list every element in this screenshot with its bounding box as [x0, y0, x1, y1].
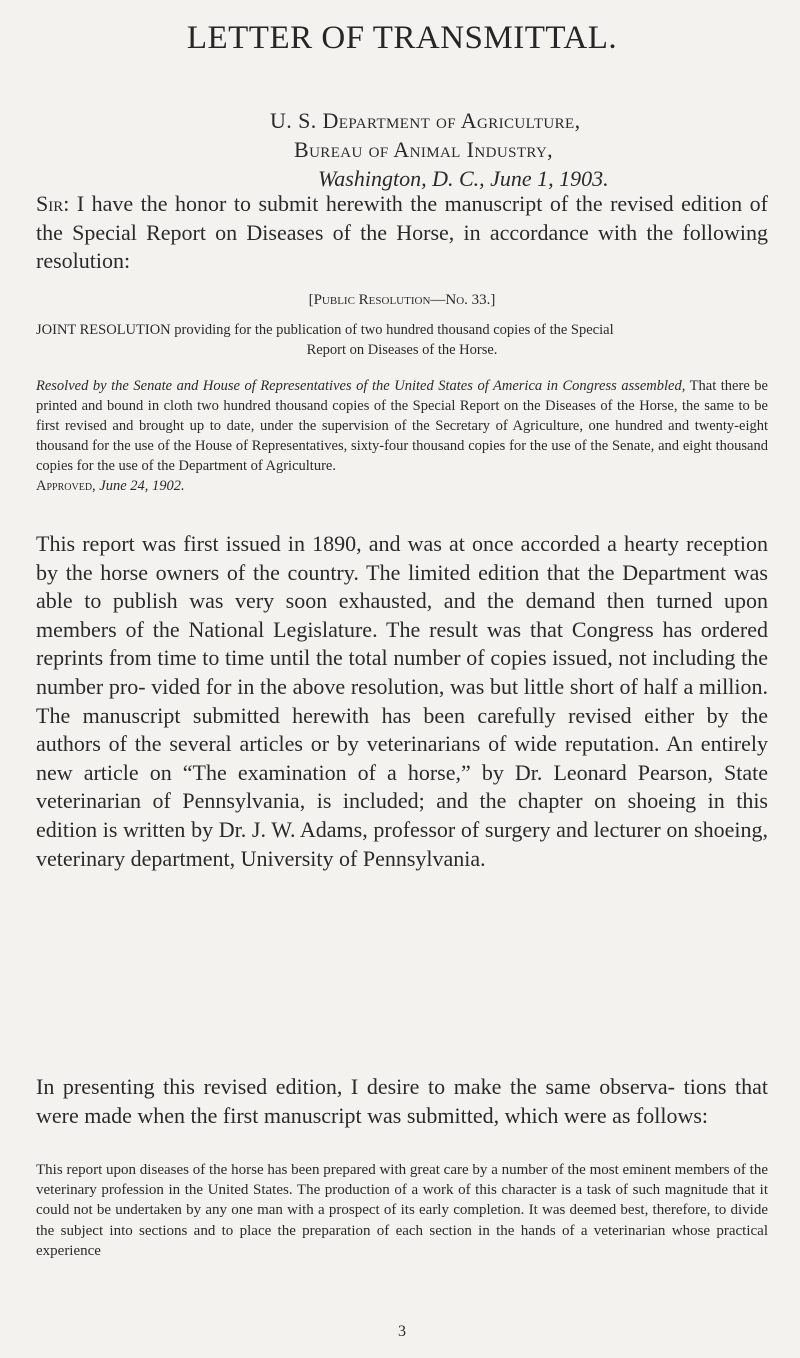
resolved-lead: Resolved by the Senate and House of Representatives of the United States of America in Congress assembled, [36, 378, 686, 394]
page-number: 3 [398, 1323, 406, 1340]
document-page [36, 0, 768, 1358]
public-resolution-heading: [Public Resolution—No. 33.] [308, 292, 496, 308]
dateline-bureau: Bureau of Animal Industry, [294, 137, 554, 162]
dateline-place-date: Washington, D. C., June 1, 1903. [318, 166, 609, 191]
salutation-lead: Sir: [36, 191, 70, 216]
report-history-paragraph: This report was first issued in 1890, and was at once accorded a hearty reception by the horse owners of the country. The limited edition that the Department was able to publish was very soon exhausted, and the demand then turned upon members of the National Legislature. The result was that Congress has ordered reprints from time to time until the total number of copies issued, not including the number pro- vided for in the above resolution, was but little short of half a million. The manuscript submitted herewith has been carefully revised either by the authors of the several articles or by veterinarians of wide reputation. An entirely new article on “The examination of a horse,” by Dr. Leonard Pearson, State veterinarian of Pennsylvania, is included; and the chapter on shoeing in this edition is written by Dr. J. W. Adams, professor of surgery and lecturer on shoeing, veterinary department, University of Pennsylvania. [36, 531, 768, 871]
dateline-department: U. S. Department of Agriculture, [270, 108, 581, 133]
approved-date: June 24, 1902. [99, 478, 185, 494]
resolved-text: That there be printed and bound in cloth two hundred thousand copies of the Special Report on the Diseases of the Horse, the same to be first revised and brought up to date, under the supervision of the Secretary of Agriculture, one hundred and twenty-eight thousand for the use of the House of Representatives, sixty-four thousand copies for the use of the Senate, and eight thousand copies for the use of the Department of Agriculture. [36, 378, 768, 474]
resolved-paragraph [36, 376, 768, 496]
joint-resolution [36, 320, 768, 360]
page-title: LETTER OF TRANSMITTAL. [186, 20, 618, 56]
joint-resolution-line2: Report on Diseases of the Horse. [306, 342, 498, 358]
quoted-observations: This report upon diseases of the horse has been prepared with great care by a number of the most eminent members of the veterinary profession in the United States. The production of a work of this character is a task of such magnitude that it could not be undertaken by any one man with a prospect of its early completion. It was deemed best, therefore, to divide the subject into sections and to place the preparation of each section in the hands of a veterinarian whose practical experience [36, 1162, 768, 1259]
approved-label: Approved, [36, 478, 96, 494]
salutation-text: I have the honor to submit herewith the manuscript of the revised edition of the Special Report on Diseases of the Horse, in accordance with the following resolution: [36, 191, 768, 273]
dateline [270, 106, 609, 193]
presenting-paragraph: In presenting this revised edition, I desire to make the same observa- tions that were made when the first manuscript was submitted, which were as follows: [36, 1074, 768, 1128]
salutation-paragraph [36, 190, 768, 276]
joint-resolution-line1: JOINT RESOLUTION providing for the publication of two hundred thousand copies of the Special [36, 322, 614, 338]
